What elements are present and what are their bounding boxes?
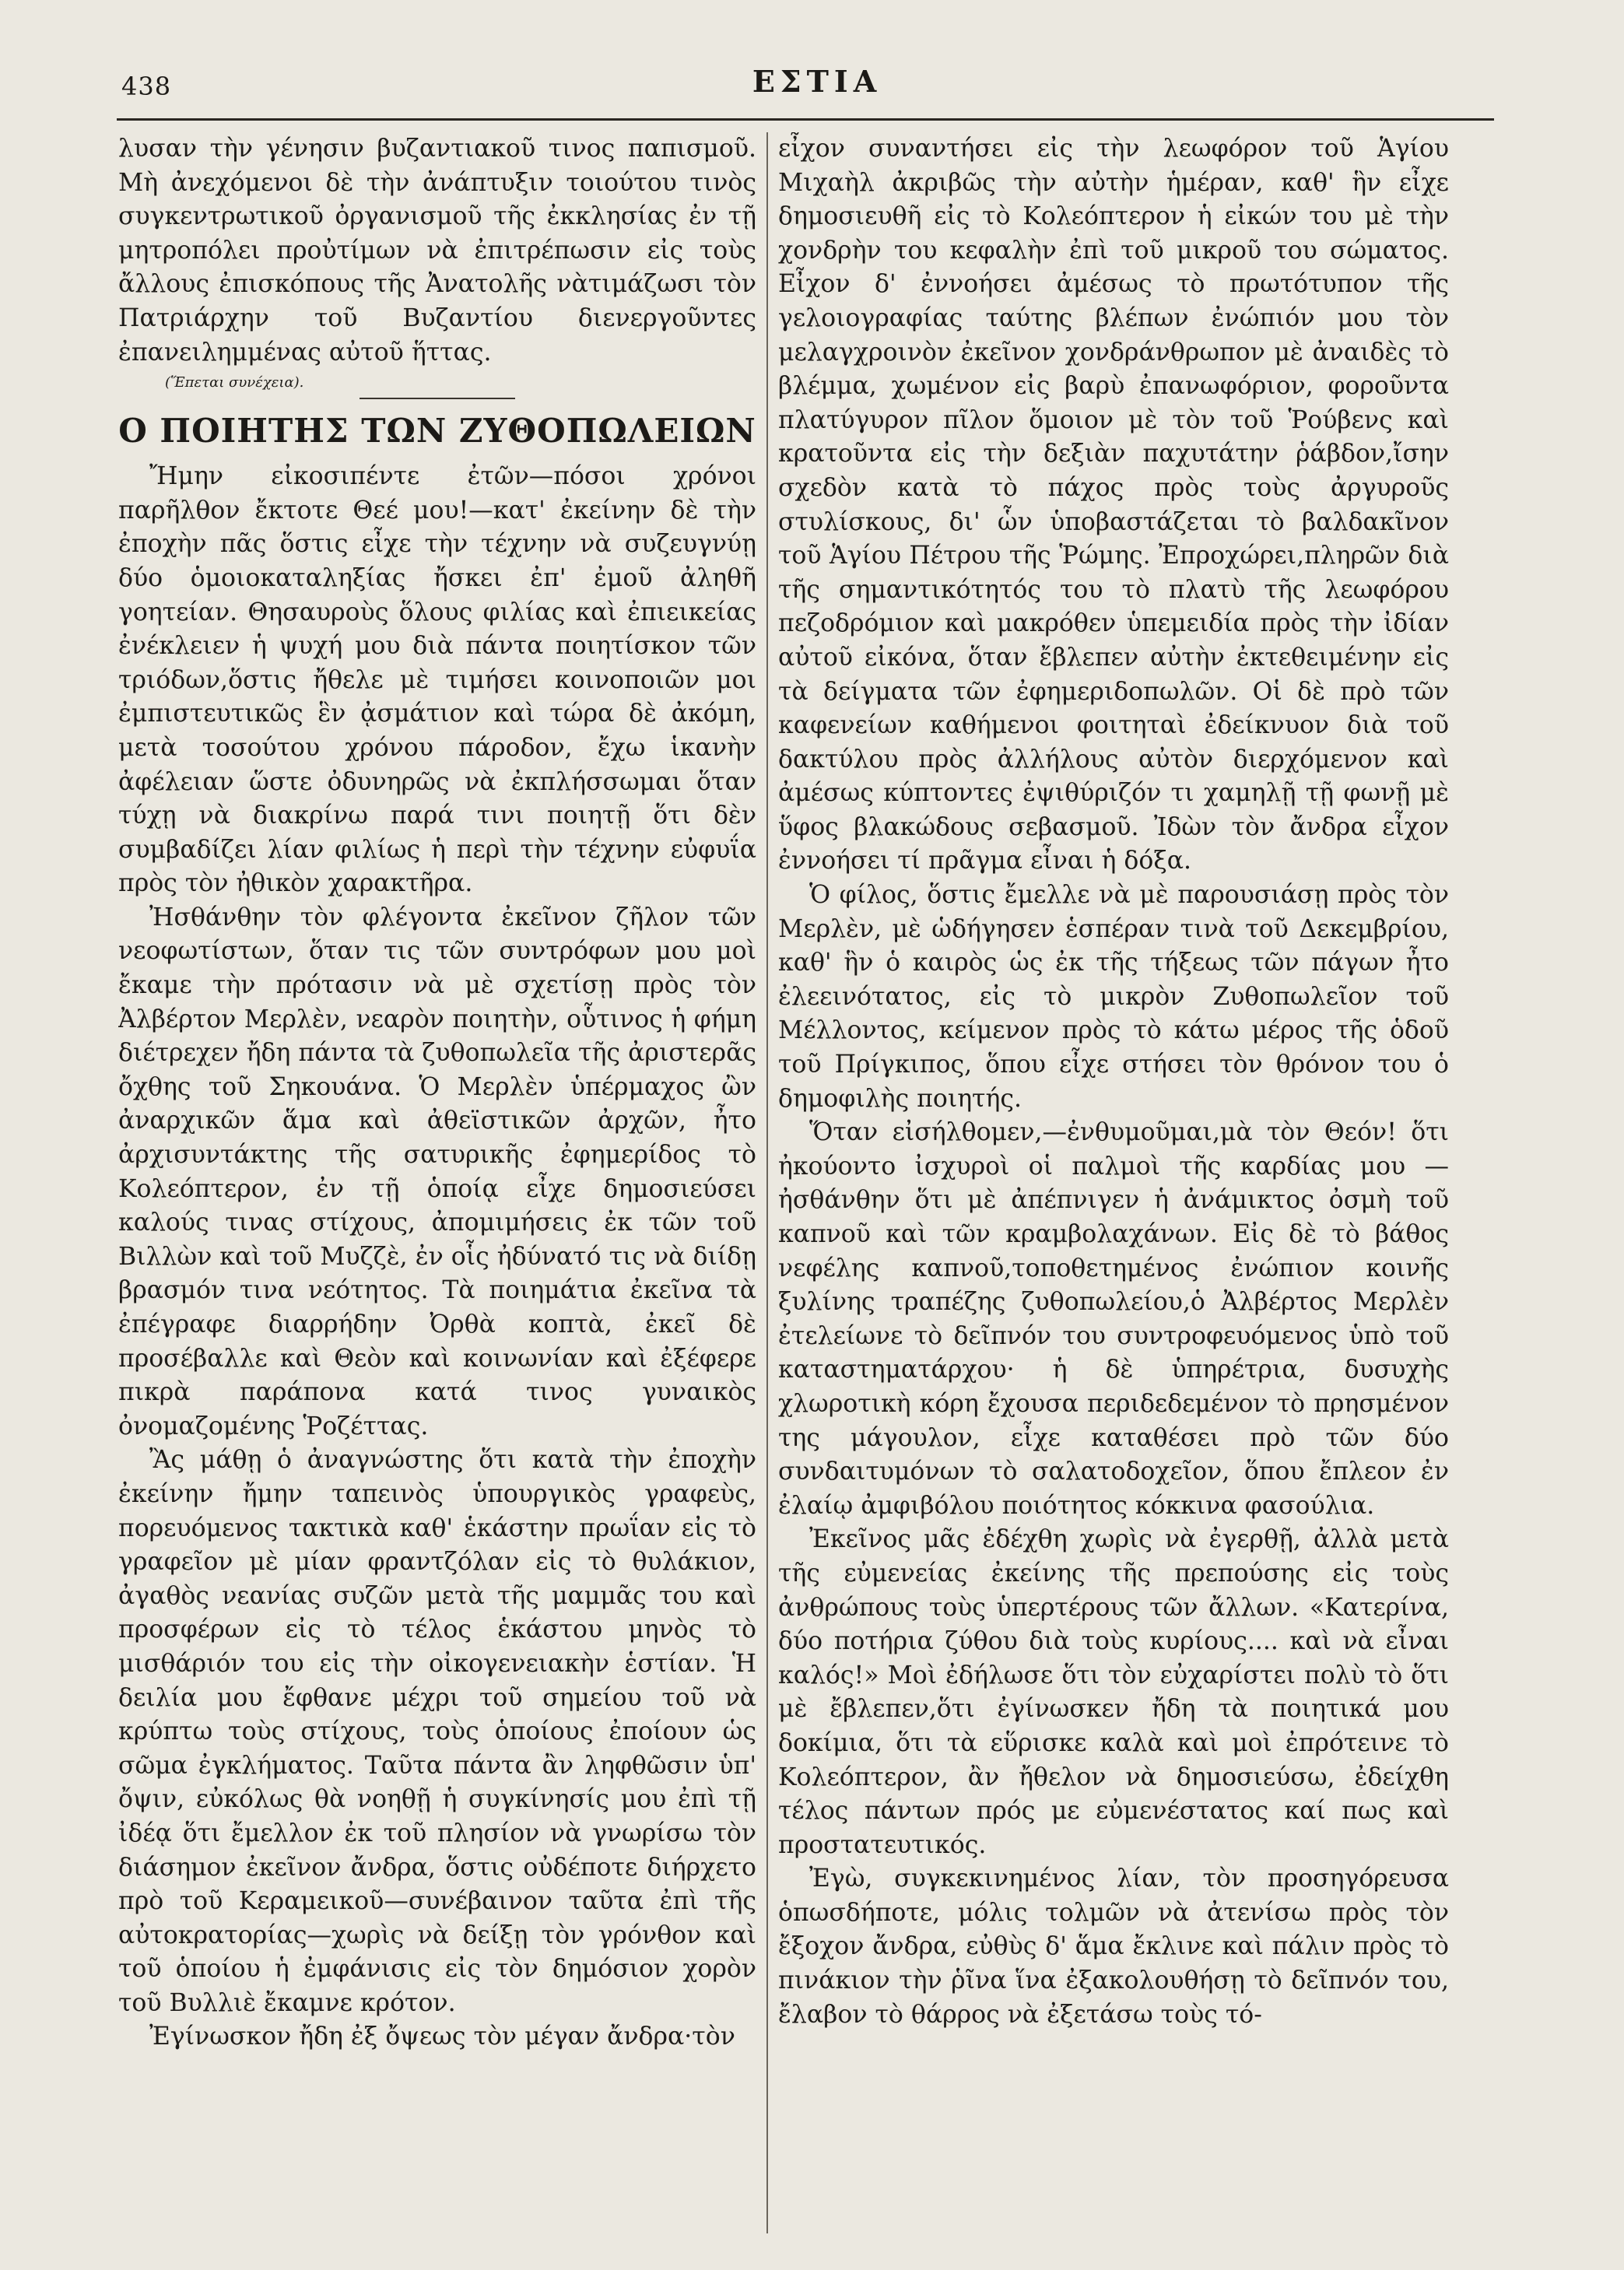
paragraph: Ἐγίνωσκον ἤδη ἐξ ὄψεως τὸν μέγαν ἄνδρα·τὸν <box>149 2023 735 2051</box>
journal-title: ΕΣΤΙΑ <box>752 64 882 99</box>
continuation-note: (Ἕπεται συνέχεια). <box>165 374 304 391</box>
paragraph: Ἐγὼ, συγκεκινημένος λίαν, τὸν προσηγόρευσα ὁπωσδήποτε, μόλις τολμῶν νὰ ἀτενίσω πρὸς τὸν ἔξοχον ἄνδρα, εὐθὺς δ' ἅμα ἔκλινε καὶ πάλιν πρὸς τὸ πινάκιον τὴν ῥῖνα ἵνα ἐξακολουθήσῃ τὸ δεῖπνόν του, ἔλαβον τὸ θάρρος νὰ ἐξετάσω τοὺς τό- <box>778 1865 1449 2029</box>
article-title: Ο ΠΟΙΗΤΗΣ ΤΩΝ ΖΥΘΟΠΩΛΕΙΩΝ <box>118 412 756 451</box>
page-header <box>117 61 1517 107</box>
column-divider <box>766 132 768 2233</box>
page-number: 438 <box>121 72 172 101</box>
paragraph: Ἐκεῖνος μᾶς ἐδέχθη χωρὶς νὰ ἐγερθῇ, ἀλλὰ μετὰ τῆς εὐμενείας ἐκείνης τῆς πρεπούσης εἰς τοὺς ἀνθρώπους τοὺς ὑπερτέρους τῶν ἄλλων. «Κατερίνα, δύο ποτήρια ζύθου διὰ τοὺς κυρίους.... καὶ νὰ εἶναι καλός!» Μοὶ ἐδήλωσε ὅτι τὸν εὐχαρίστει πολὺ τὸ ὅτι μὲ ἔβλεπεν,ὅτι ἐγίνωσκεν ἤδη τὰ ποιητικά μου δοκίμια, ὅτι τὰ εὕρισκε καλὰ καὶ μοὶ ἐπρότεινε τὸ Κολεόπτερον, ἂν ἤθελον νὰ δημοσιεύσω, ἐδείχθη τέλος πάντων πρός με εὐμενέστατος καί πως καὶ προστατευτικός. <box>778 1525 1449 1859</box>
section-divider <box>360 398 515 399</box>
paragraph: Ὁ φίλος, ὅστις ἔμελλε νὰ μὲ παρουσιάσῃ πρὸς τὸν Μερλὲν, μὲ ὡδήγησεν ἑσπέραν τινὰ τοῦ Δεκεμβρίου, καθ' ἣν ὁ καιρὸς ὡς ἐκ τῆς τήξεως τῶν πάγων ἦτο ἐλεεινότατος, εἰς τὸ μικρὸν Ζυθοπωλεῖον τοῦ Μέλλοντος, κείμενον πρὸς τὸ κάτω μέρος τῆς ὁδοῦ τοῦ Πρίγκιπος, ὅπου εἶχε στήσει τὸν θρόνον του ὁ δημοφιλὴς ποιητής. <box>778 881 1449 1113</box>
paragraph: Ἤμην εἰκοσιπέντε ἐτῶν—πόσοι χρόνοι παρῆλθον ἔκτοτε Θεέ μου!—κατ' ἐκείνην δὲ τὴν ἐποχὴν πᾶς ὅστις εἶχε τὴν τέχνην νὰ συζευγνύῃ δύο ὁμοιοκαταληξίας ἤσκει ἐπ' ἐμοῦ ἀληθῆ γοητείαν. Θησαυροὺς ὅλους φιλίας καὶ ἐπιεικείας ἐνέκλειεν ἡ ψυχή μου διὰ πάντα ποιητίσκον τῶν τριόδων,ὅστις ἤθελε μὲ τιμήσει κοινοποιῶν μοι ἐμπιστευτικῶς ἓν ᾀσμάτιον καὶ τώρα δὲ ἀκόμη, μετὰ τοσούτου χρόνου πάροδον, ἔχω ἱκανὴν ἀφέλειαν ὥστε ὀδυνηρῶς νὰ ἐκπλήσσωμαι ὅταν τύχῃ νὰ διακρίνω παρά τινι ποιητῇ ὅτι δὲν συμβαδίζει λίαν φιλίως ἡ περὶ τὴν τέχνην εὐφυΐα πρὸς τὸν ἠθικὸν χαρακτῆρα. <box>118 462 756 898</box>
header-rule <box>117 118 1494 121</box>
left-column <box>118 132 756 2245</box>
paragraph: Ὅταν εἰσήλθομεν,—ἐνθυμοῦμαι,μὰ τὸν Θεόν! ὅτι ἠκούοντο ἰσχυροὶ οἱ παλμοὶ τῆς καρδίας μου —ἠσθάνθην ὅτι μὲ ἀπέπνιγεν ἡ ἀνάμικτος ὀσμὴ τοῦ καπνοῦ καὶ τῶν κραμβολαχάνων. Εἰς δὲ τὸ βάθος νεφέλης καπνοῦ,τοποθετημένος ἐνώπιον κοινῆς ξυλίνης τραπέζης ζυθοπωλείου,ὁ Ἀλβέρτος Μερλὲν ἐτελείωνε τὸ δεῖπνόν του συντροφευόμενος ὑπὸ τοῦ καταστηματάρχου· ἡ δὲ ὑπηρέτρια, δυσυχὴς χλωροτικὴ κόρη ἔχουσα περιδεδεμένον τὸ πρησμένον της μάγουλον, εἶχε καταθέσει πρὸ τῶν δύο συνδαιτυμόνων τὸ σαλατοδοχεῖον, ὅπου ἔπλεον ἐν ἐλαίῳ ἀμφιβόλου ποιότητος κόκκινα φασούλια. <box>778 1118 1449 1520</box>
paragraph: εἶχον συναντήσει εἰς τὴν λεωφόρον τοῦ Ἁγίου Μιχαὴλ ἀκριβῶς τὴν αὐτὴν ἡμέραν, καθ' ἣν εἶχε δημοσιευθῆ εἰς τὸ Κολεόπτερον ἡ εἰκών του μὲ τὴν χονδρὴν του κεφαλὴν ἐπὶ τοῦ μικροῦ του σώματος. Εἶχον δ' ἐννοήσει ἀμέσως τὸ πρωτότυπον τῆς γελοιογραφίας ταύτης βλέπων ἐνώπιόν μου τὸν μελαγχροινὸν ἐκεῖνον χονδράνθρωπον μὲ ἀναιδὲς τὸ βλέμμα, χωμένον εἰς βαρὺ ἐπανωφόριον, φοροῦντα πλατύγυρον πῖλον ὅμοιον μὲ τὸν τοῦ Ῥούβενς καὶ κρατοῦντα εἰς τὴν δεξιὰν παχυτάτην ῥάβδον,ἴσην σχεδὸν κατὰ τὸ πάχος πρὸς τοὺς ἀργυροῦς στυλίσκους, δι' ὧν ὑποβαστάζεται τὸ βαλδακῖνον τοῦ Ἁγίου Πέτρου τῆς Ῥώμης. Ἐπροχώρει,πληρῶν διὰ τῆς σημαντικότητός του τὸ πλατὺ τῆς λεωφόρου πεζοδρόμιον καὶ μακρόθεν ὑπεμειδία πρὸς τὴν ἰδίαν αὐτοῦ εἰκόνα, ὅταν ἔβλεπεν αὐτὴν ἐκτεθειμένην εἰς τὰ δείγματα τῶν ἐφημεριδοπωλῶν. Οἱ δὲ πρὸ τῶν καφενείων καθήμενοι φοιτηταὶ ἐδείκνυον διὰ τοῦ δακτύλου πρὸς ἀλλήλους αὐτὸν διερχόμενον καὶ ἀμέσως κύπτοντες ἐψιθύριζόν τι χαμηλῇ τῇ φωνῇ μὲ ὕφος βλακώδους σεβασμοῦ. Ἰδὼν τὸν ἄνδρα εἶχον ἐννοήσει τί πρᾶγμα εἶναι ἡ δόξα. <box>778 135 1449 875</box>
paragraph: Ἠσθάνθην τὸν φλέγοντα ἐκεῖνον ζῆλον τῶν νεοφωτίστων, ὅταν τις τῶν συντρόφων μου μοὶ ἔκαμε τὴν πρότασιν νὰ μὲ σχετίσῃ πρὸς τὸν Ἀλβέρτον Μερλὲν, νεαρὸν ποιητὴν, οὗτινος ἡ φήμη διέτρεχεν ἤδη πάντα τὰ ζυθοπωλεῖα τῆς ἀριστερᾶς ὄχθης τοῦ Σηκουάνα. Ὁ Μερλὲν ὑπέρμαχος ὢν ἀναρχικῶν ἅμα καὶ ἀθεϊστικῶν ἀρχῶν, ἦτο ἀρχισυντάκτης τῆς σατυρικῆς ἐφημερίδος τὸ Κολεόπτερον, ἐν τῇ ὁποίᾳ εἶχε δημοσιεύσει καλούς τινας στίχους, ἀπομιμήσεις ἐκ τῶν τοῦ Βιλλὼν καὶ τοῦ Μυζζὲ, ἐν οἷς ἠδύνατό τις νὰ διίδῃ βρασμόν τινα νεότητος. Τὰ ποιημάτια ἐκεῖνα τὰ ἐπέγραφε διαρρήδην Ὀρθὰ κοπτὰ, ἐκεῖ δὲ προσέβαλλε καὶ Θεὸν καὶ κοινωνίαν καὶ ἐξέφερε πικρὰ παράπονα κατά τινος γυναικὸς ὀνομαζομένης Ῥοζέττας. <box>118 903 756 1440</box>
right-column <box>778 132 1449 2245</box>
paragraph: λυσαν τὴν γένησιν βυζαντιακοῦ τινος παπισμοῦ. Μὴ ἀνεχόμενοι δὲ τὴν ἀνάπτυξιν τοιούτου τινὸς συγκεντρωτικοῦ ὀργανισμοῦ τῆς ἐκκλησίας ἐν τῇ μητροπόλει προὐτίμων νὰ ἐπιτρέπωσιν εἰς τοὺς ἄλλους ἐπισκόπους τῆς Ἀνατολῆς νὰτιμάζωσι τὸν Πατριάρχην τοῦ Βυζαντίου διενεργοῦντες ἐπανειλημμένας αὐτοῦ ἥττας. <box>118 135 756 367</box>
paragraph: Ἂς μάθῃ ὁ ἀναγνώστης ὅτι κατὰ τὴν ἐποχὴν ἐκείνην ἤμην ταπεινὸς ὑπουργικὸς γραφεὺς, πορευόμενος τακτικὰ καθ' ἑκάστην πρωΐαν εἰς τὸ γραφεῖον μὲ μίαν φραντζόλαν εἰς τὸ θυλάκιον, ἀγαθὸς νεανίας συζῶν μετὰ τῆς μαμμᾶς του καὶ προσφέρων εἰς τὸ τέλος ἑκάστου μηνὸς τὸ μισθάριόν του εἰς τὴν οἰκογενειακὴν ἑστίαν. Ἡ δειλία μου ἔφθανε μέχρι τοῦ σημείου τοῦ νὰ κρύπτω τοὺς στίχους, τοὺς ὁποίους ἐποίουν ὡς σῶμα ἐγκλήματος. Ταῦτα πάντα ἂν ληφθῶσιν ὑπ' ὄψιν, εὐκόλως θὰ νοηθῇ ἡ συγκίνησίς μου ἐπὶ τῇ ἰδέᾳ ὅτι ἔμελλον ἐκ τοῦ πλησίον νὰ γνωρίσω τὸν διάσημον ἐκεῖνον ἄνδρα, ὅστις οὐδέποτε διήρχετο πρὸ τοῦ Κεραμεικοῦ—συνέβαινον ταῦτα ἐπὶ τῆς αὐτοκρατορίας—χωρὶς νὰ δείξῃ τὸν γρόνθον καὶ τοῦ ὁποίου ἡ ἐμφάνισις εἰς τὸν δημόσιον χορὸν τοῦ Βυλλιὲ ἔκαμνε κρότον. <box>118 1446 756 2017</box>
